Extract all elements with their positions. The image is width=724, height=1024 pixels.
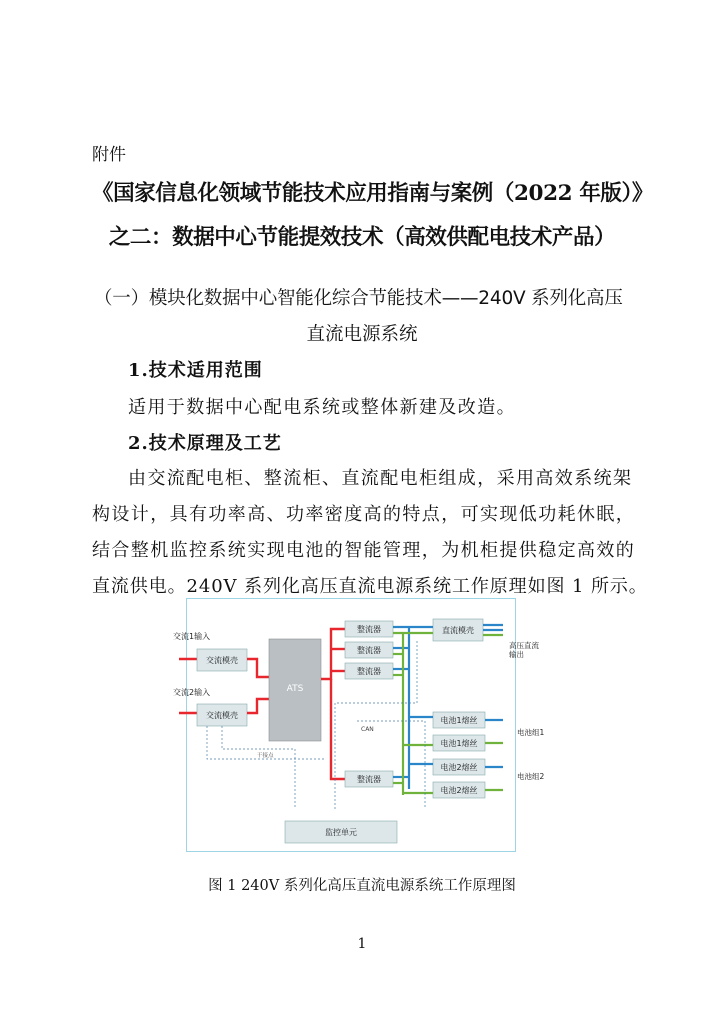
rectifier-2-label: 整流器 <box>357 646 381 655</box>
section-title-line-2: 直流电源系统 <box>306 324 418 345</box>
battery-fuse-label: 电池2熔丝 <box>440 763 478 772</box>
paragraph-line: 构设计，具有功率高、功率密度高的特点，可实现低功耗休眠， <box>92 504 636 525</box>
paragraph-line: 适用于数据中心配电系统或整体新建及改造。 <box>128 397 516 418</box>
battery-fuse-label: 电池1熔丝 <box>440 739 478 748</box>
rectifier-1-label: 整流器 <box>357 625 381 634</box>
ats-label: ATS <box>286 684 304 694</box>
figure-caption: 图 1 240V 系列化高压直流电源系统工作原理图 <box>208 878 516 894</box>
subsection-heading-principle: 2.技术原理及工艺 <box>128 433 282 454</box>
rectifier-4-label: 整流器 <box>357 775 381 784</box>
rectifier-3-label: 整流器 <box>357 667 381 676</box>
page-number: 1 <box>357 936 367 952</box>
battery-group-2-label: 电池组2 <box>517 772 545 781</box>
ats-to-rectifier-line <box>331 679 345 779</box>
document-title-line-1: 《国家信息化领域节能技术应用指南与案例（2022 年版）》 <box>92 181 653 206</box>
battery-group-1-label: 电池组1 <box>517 728 545 737</box>
section-title-line-1: （一）模块化数据中心智能化综合节能技术——240V 系列化高压 <box>94 288 623 309</box>
diagram-canvas <box>173 599 545 851</box>
attachment-label: 附件 <box>92 145 126 165</box>
ac-2-to-ats-line <box>247 699 269 713</box>
hv-dc-output-label: 输出 <box>509 650 524 659</box>
ac-module-1-label: 交流模壳 <box>206 656 238 665</box>
can-label: CAN <box>361 726 374 733</box>
ac-module-2-label: 交流模壳 <box>206 711 238 720</box>
monitor-unit-label: 监控单元 <box>325 828 357 837</box>
battery-fuse-label: 电池1熔丝 <box>440 716 478 725</box>
ac-1-to-ats-line <box>247 659 269 677</box>
dc-module-label: 直流模壳 <box>442 626 474 635</box>
ac-input-2-label: 交流2输入 <box>173 688 211 697</box>
dry-contact-label: 干接点 <box>257 753 274 759</box>
subsection-heading-scope: 1.技术适用范围 <box>128 360 263 381</box>
document-title-line-2: 之二：数据中心节能提效技术（高效供配电技术产品） <box>108 225 616 250</box>
system-diagram <box>173 598 545 852</box>
paragraph-line: 由交流配电柜、整流柜、直流配电柜组成，采用高效系统架 <box>128 468 633 489</box>
hv-dc-output-label: 高压直流 <box>509 641 539 650</box>
battery-fuse-label: 电池2熔丝 <box>440 786 478 795</box>
paragraph-line: 结合整机监控系统实现电池的智能管理，为机柜提供稳定高效的 <box>92 540 636 561</box>
paragraph-line: 直流供电。240V 系列化高压直流电源系统工作原理如图 1 所示。 <box>92 576 648 597</box>
ac-input-1-label: 交流1输入 <box>173 632 211 641</box>
